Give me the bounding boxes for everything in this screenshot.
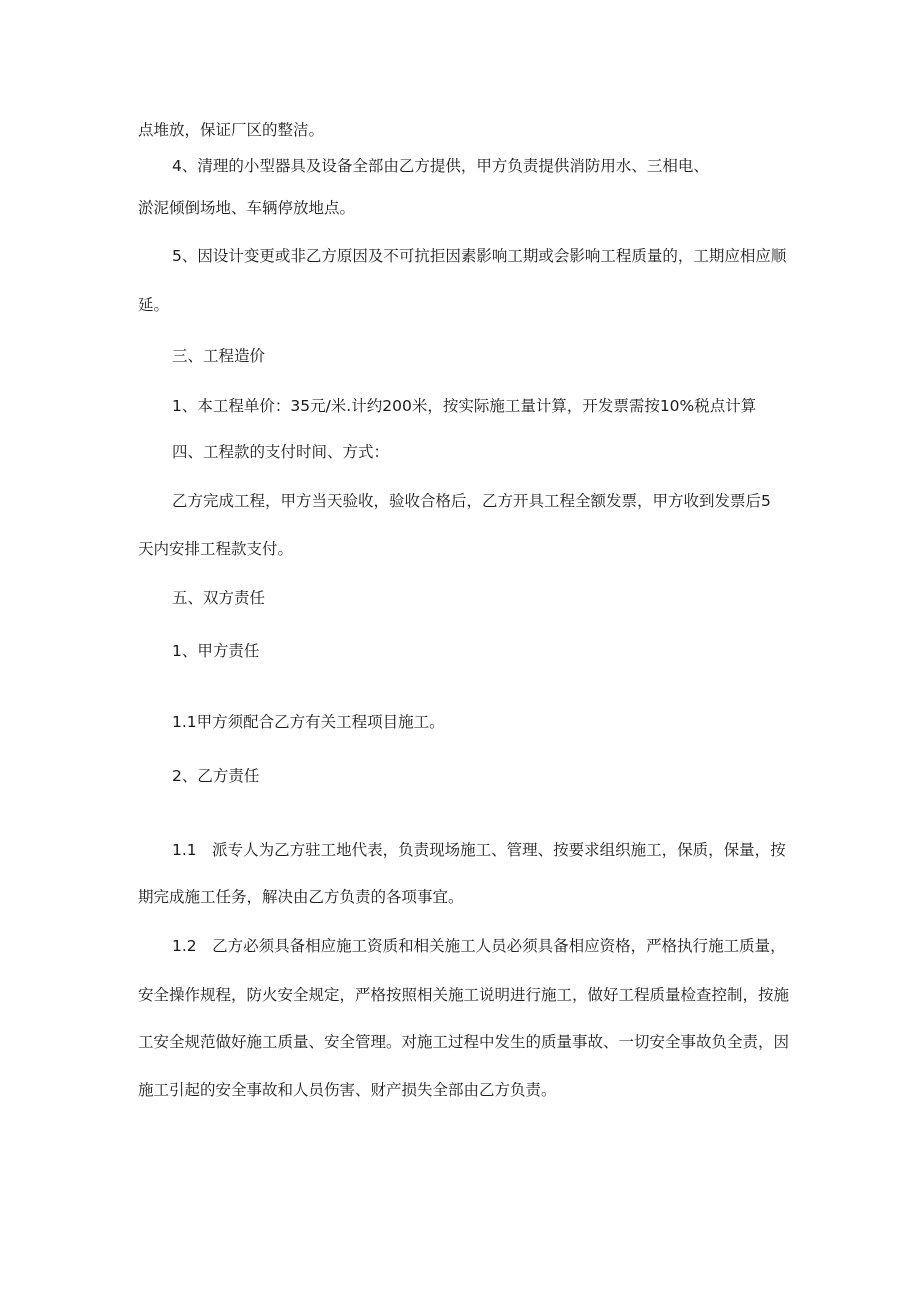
subsection-heading: 2、乙方责任 [172, 767, 260, 785]
subsection-heading: 1、甲方责任 [172, 642, 260, 660]
paragraph-line: 1.1 派专人为乙方驻工地代表，负责现场施工、管理、按要求组织施工，保质，保量，按 [172, 841, 786, 859]
paragraph-line: 1.1甲方须配合乙方有关工程项目施工。 [172, 713, 445, 731]
paragraph-line: 延。 [138, 296, 170, 314]
paragraph-line: 1、本工程单价：35元/米.计约200米，按实际施工量计算，开发票需按10%税点计算 [172, 397, 757, 415]
paragraph-line: 工安全规范做好施工质量、安全管理。对施工过程中发生的质量事故、一切安全事故负全责，因 [138, 1033, 790, 1051]
section-heading: 四、工程款的支付时间、方式： [172, 443, 390, 461]
paragraph-line: 淤泥倾倒场地、车辆停放地点。 [138, 199, 356, 217]
paragraph-line: 点堆放，保证厂区的整洁。 [138, 121, 325, 139]
paragraph-line: 4、清理的小型器具及设备全部由乙方提供，甲方负责提供消防用水、三相电、 [172, 157, 709, 175]
paragraph-line: 施工引起的安全事故和人员伤害、财产损失全部由乙方负责。 [138, 1081, 557, 1099]
section-heading: 三、工程造价 [172, 347, 266, 365]
paragraph-line: 安全操作规程，防火安全规定，严格按照相关施工说明进行施工，做好工程质量检查控制，按施 [138, 986, 790, 1004]
paragraph-line: 5、因设计变更或非乙方原因及不可抗拒因素影响工期或会影响工程质量的，工期应相应顺 [172, 247, 787, 265]
paragraph-line: 1.2 乙方必须具备相应施工资质和相关施工人员必须具备相应资格，严格执行施工质量， [172, 937, 786, 955]
paragraph-line: 期完成施工任务，解决由乙方负责的各项事宜。 [138, 888, 464, 906]
paragraph-line: 乙方完成工程，甲方当天验收，验收合格后，乙方开具工程全额发票，甲方收到发票后5 [172, 492, 771, 510]
section-heading: 五、双方责任 [172, 589, 266, 607]
paragraph-line: 天内安排工程款支付。 [138, 540, 294, 558]
